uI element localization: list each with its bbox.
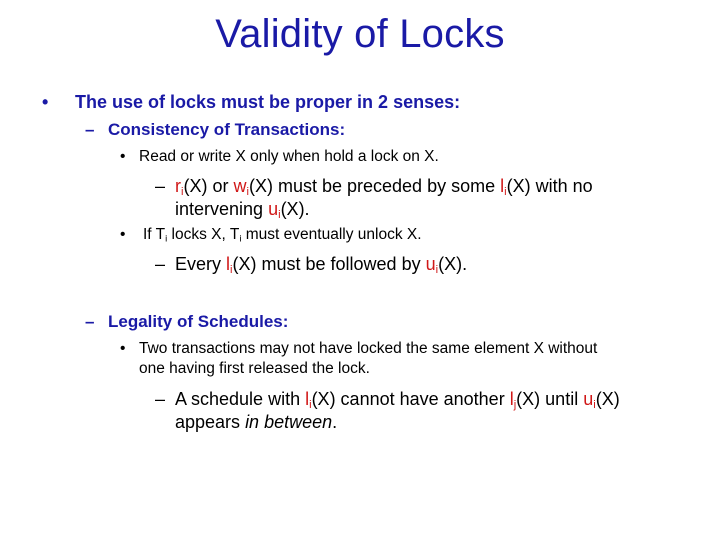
- text-fragment: If T: [143, 226, 166, 243]
- text-fragment: (X) cannot have another: [311, 389, 510, 409]
- subscript-i: i: [593, 398, 596, 411]
- subscript-i: i: [246, 185, 249, 198]
- subscript-i: i: [239, 233, 242, 245]
- subscript-i: i: [435, 263, 439, 276]
- emphasis-text: in between: [245, 412, 333, 432]
- legality-heading: Legality of Schedules:: [108, 312, 289, 331]
- schedule-text-line2: [175, 412, 337, 433]
- symbol-u: u: [425, 254, 436, 274]
- text-fragment: .: [332, 412, 338, 432]
- bullet-marker: •: [42, 92, 49, 112]
- dash-marker: –: [155, 254, 166, 274]
- bullet-marker: •: [120, 226, 126, 243]
- dash-marker: –: [85, 120, 95, 139]
- precede-text-line2: [175, 199, 310, 220]
- subscript-i: i: [165, 233, 168, 245]
- symbol-l: l: [509, 389, 514, 409]
- unlock-text: [143, 226, 422, 244]
- subscript-i: i: [181, 185, 184, 198]
- text-fragment: (X).: [438, 254, 468, 274]
- subscript-j: j: [513, 398, 517, 411]
- bullet-marker: •: [120, 148, 126, 165]
- dash-marker: –: [155, 389, 166, 409]
- subscript-i: i: [309, 398, 312, 411]
- subscript-i: i: [504, 185, 507, 198]
- text-fragment: (X): [595, 389, 620, 409]
- text-fragment: intervening: [175, 199, 269, 219]
- every-text: [175, 254, 467, 275]
- schedule-text-line1: [175, 389, 620, 410]
- symbol-r: r: [175, 176, 181, 196]
- symbol-l: l: [305, 389, 310, 409]
- text-fragment: appears: [175, 412, 246, 432]
- text-fragment: (X) or: [183, 176, 234, 196]
- two-tx-line2: one having first released the lock.: [139, 360, 370, 377]
- two-tx-line1: Two transactions may not have locked the same element X without: [139, 340, 598, 357]
- symbol-w: w: [233, 176, 247, 196]
- text-fragment: Every: [175, 254, 227, 274]
- text-fragment: must eventually unlock X.: [241, 226, 422, 243]
- bullet-l1-text: The use of locks must be proper in 2 senses:: [75, 92, 461, 112]
- slide-title: Validity of Locks: [215, 12, 505, 56]
- text-fragment: (X) until: [516, 389, 584, 409]
- dash-marker: –: [155, 176, 166, 196]
- read-write-text: Read or write X only when hold a lock on X.: [139, 148, 439, 165]
- dash-marker: –: [85, 312, 95, 331]
- symbol-l: l: [500, 176, 505, 196]
- text-fragment: locks X, T: [167, 226, 240, 243]
- bullet-marker: •: [120, 340, 126, 357]
- symbol-l: l: [226, 254, 231, 274]
- symbol-u: u: [268, 199, 279, 219]
- consistency-heading: Consistency of Transactions:: [108, 120, 346, 139]
- text-fragment: A schedule with: [175, 389, 306, 409]
- symbol-u: u: [583, 389, 594, 409]
- precede-text-line1: [175, 176, 593, 197]
- text-fragment: (X).: [280, 199, 310, 219]
- subscript-i: i: [230, 263, 233, 276]
- text-fragment: (X) must be followed by: [232, 254, 426, 274]
- text-fragment: (X) with no: [506, 176, 593, 196]
- text-fragment: (X) must be preceded by some: [248, 176, 501, 196]
- subscript-i: i: [278, 208, 281, 221]
